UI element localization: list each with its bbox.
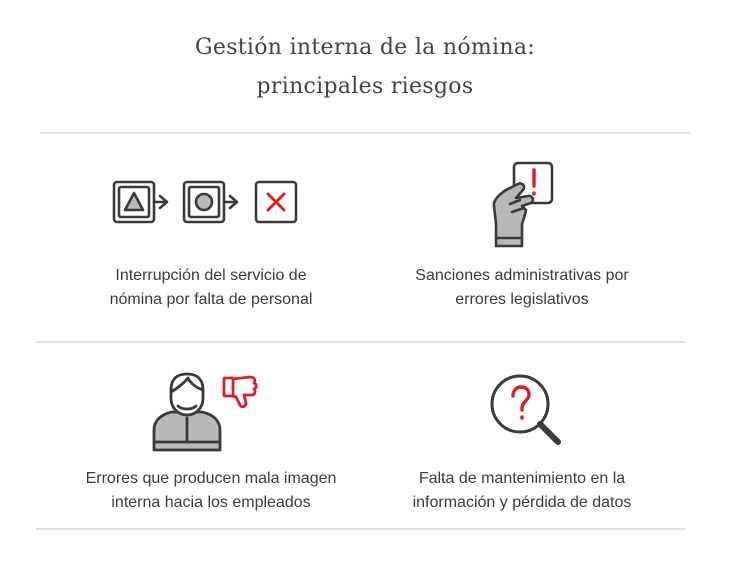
title-line-1: Gestión interna de la nómina: xyxy=(195,35,535,60)
process-interruption-icon xyxy=(110,178,306,226)
risk-caption-1 xyxy=(36,264,386,312)
risk-caption-2 xyxy=(352,264,692,312)
divider-bottom xyxy=(36,528,686,530)
risk-1-line-2: nómina por falta de personal xyxy=(109,291,313,308)
employee-thumbs-down-icon xyxy=(150,370,262,452)
magnifier-question-icon xyxy=(488,372,564,448)
risk-2-line-1: Sanciones administrativas por xyxy=(415,267,629,284)
title-line-2: principales riesgos xyxy=(256,74,474,99)
page-title xyxy=(0,28,730,106)
risk-caption-4 xyxy=(352,467,692,515)
risk-3-line-2: interna hacia los empleados xyxy=(111,494,311,511)
risk-3-line-1: Errores que producen mala imagen xyxy=(85,470,337,487)
risk-4-line-1: Falta de mantenimiento en la xyxy=(418,470,626,487)
hand-warning-card-icon xyxy=(488,160,560,250)
risk-caption-3 xyxy=(36,467,386,515)
risk-4-line-2: información y pérdida de datos xyxy=(412,494,632,511)
divider-top xyxy=(40,132,690,134)
risk-1-line-1: Interrupción del servicio de xyxy=(115,267,307,284)
divider-middle xyxy=(36,341,686,343)
risk-2-line-2: errores legislativos xyxy=(455,291,589,308)
